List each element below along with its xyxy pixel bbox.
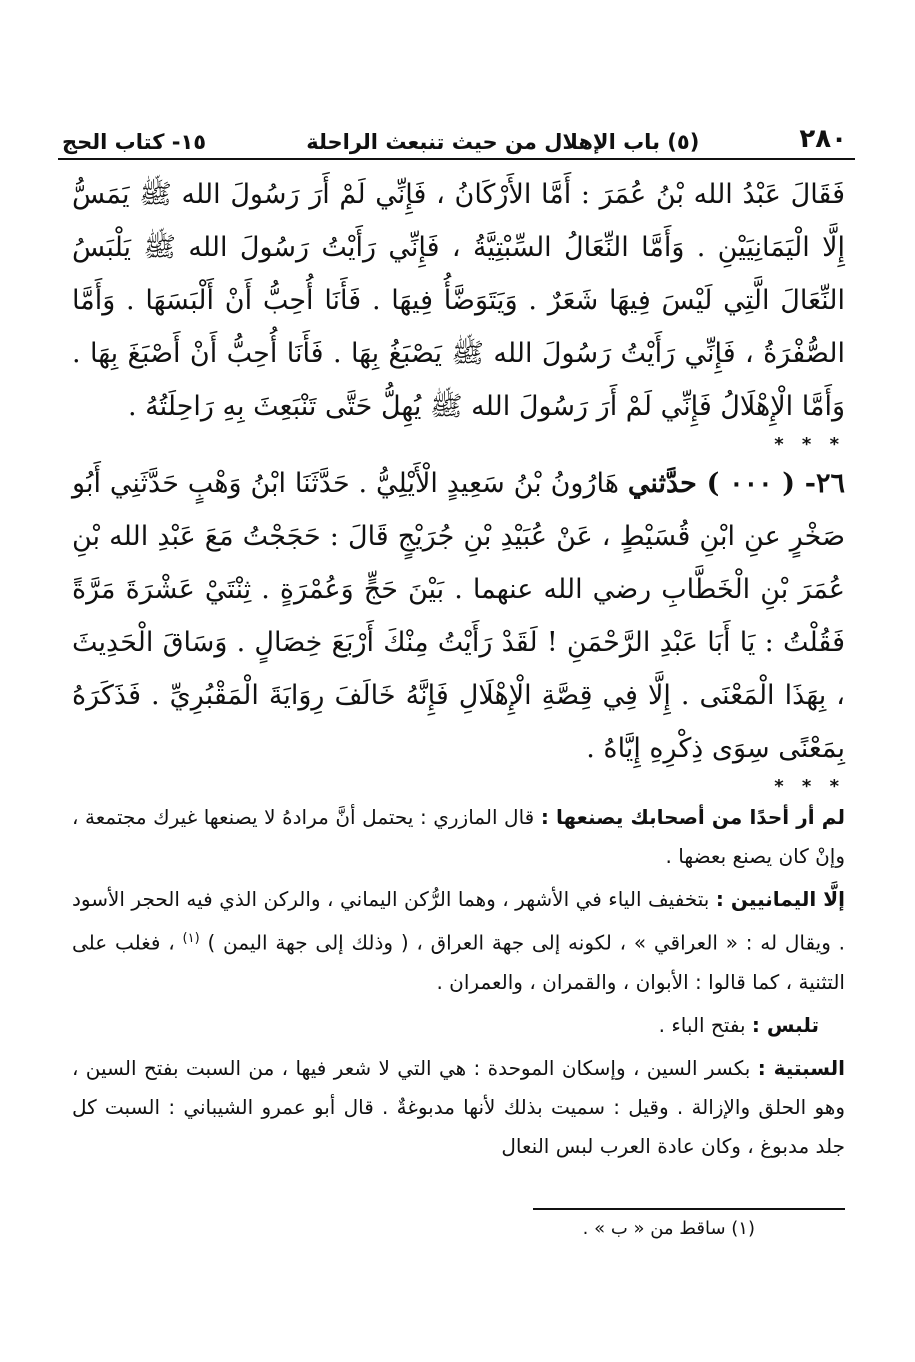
hadith-number: ٢٦- ( ٠٠٠ ) حدَّثني (627, 468, 845, 499)
note-text: قال المازري : يحتمل أنَّ مرادهُ لا يصنعها غيرك مجتمعة ، وإنْ كان يصنع بعضها . (72, 805, 845, 868)
hadith-paragraph-2 (72, 457, 845, 775)
commentary (72, 798, 845, 1170)
chapter-title: (٥) باب الإهلال من حيث تنبعث الراحلة (306, 130, 700, 154)
header-rule (58, 158, 855, 160)
hadith-text (72, 168, 845, 799)
note-text: بكسر السين ، وإسكان الموحدة : هي التي لا شعر فيها ، من السبت بفتح السين ، وهو الحلق والإزالة . وقيل : سميت بذلك لأنها مدبوغةٌ . قال أبو عمرو الشيباني : السبت كل جلد مدبوغ ، وكان عادة العرب لبس النعال (72, 1055, 845, 1158)
note-term: السبتية : (757, 1055, 846, 1080)
book-title: ١٥- كتاب الحج (62, 130, 207, 154)
page-number: ٢٨٠ (799, 124, 847, 154)
commentary-note (72, 798, 845, 876)
hadith-paragraph-1: فَقَالَ عَبْدُ الله بْنُ عُمَرَ : أَمَّا الأَرْكَانُ ، فَإِنِّي لَمْ أَرَ رَسُولَ الله ﷺ يَمَسُّ إِلَّا الْيَمَانِيَيْنِ . وَأَمَّا النِّعَالُ السِّبْتِيَّةُ ، فَإِنِّي رَأَيْتُ رَسُولَ الله ﷺ يَلْبَسُ النِّعَالَ الَّتِي لَيْسَ فِيهَا شَعَرٌ . وَيَتَوَضَّأُ فِيهَا . فَأَنَا أُحِبُّ أَنْ أَلْبَسَهَا . وَأَمَّا الصُّفْرَةُ ، فَإِنِّي رَأَيْتُ رَسُولَ الله ﷺ يَصْبَغُ بِهَا . فَأَنَا أُحِبُّ أَنْ أَصْبَغَ بِهَا . وَأَمَّا الْإِهْلَالُ فَإِنِّي لَمْ أَرَ رَسُولَ الله ﷺ يُهِلُّ حَتَّى تَنْبَعِثَ بِهِ رَاحِلَتُهُ . (72, 179, 845, 422)
footnote: (١) ساقط من « ب » . (582, 1218, 755, 1239)
commentary-note (72, 1006, 845, 1045)
hadith-body: هَارُونُ بْنُ سَعِيدٍ الْأَيْلِيُّ . حَدَّثَنَا ابْنُ وَهْبٍ حَدَّثَنِي أَبُو صَخْرٍ عنِ ابْنِ قُسَيْطٍ ، عَنْ عُبَيْدِ بْنِ جُرَيْجٍ قَالَ : حَجَجْتُ مَعَ عَبْدِ الله بْنِ عُمَرَ بْنِ الْخَطَّابِ رضي الله عنهما . بَيْنَ حَجٍّ وَعُمْرَةٍ . ثِنْتَيْ عَشْرَةَ مَرَّةً فَقُلْتُ : يَا أَبَا عَبْدِ الرَّحْمَنِ ! لَقَدْ رَأَيْتُ مِنْكَ أَرْبَعَ خِصَالٍ . وَسَاقَ الْحَدِيثَ ، بِهَذَا الْمَعْنَى . إِلَّا فِي قِصَّةِ الْإِهْلَالِ فَإِنَّهُ خَالَفَ رِوَايَةَ الْمَقْبُرِيِّ . فَذَكَرَهُ بِمَعْنًى سِوَى ذِكْرِهِ إِيَّاهُ . (72, 468, 845, 764)
note-term: لم أر أحدًا من أصحابك يصنعها : (540, 805, 845, 829)
note-text: بفتح الباء . (658, 1012, 746, 1037)
running-header (62, 110, 847, 154)
section-separator-2: * * * (774, 776, 845, 797)
footnote-reference: (١) (182, 931, 200, 946)
note-text: بتخفيف الياء في الأشهر ، وهما الرُّكن اليماني ، والركن الذي فيه الحجر الأسود . ويقال له : « العراقي » ، لكونه إلى جهة العراق ، ( وذلك إلى جهة اليمن ) (72, 887, 846, 955)
commentary-note (72, 880, 845, 1002)
footnote-rule (533, 1208, 845, 1210)
note-text: ، فغلب على التثنية ، كما قالوا : الأبوان ، والقمران ، والعمران . (72, 930, 845, 994)
section-separator: * * * (774, 434, 845, 455)
note-term: إلَّا اليمانيين : (715, 887, 846, 911)
commentary-note (72, 1049, 845, 1166)
note-term: تلبس : (751, 1012, 819, 1037)
